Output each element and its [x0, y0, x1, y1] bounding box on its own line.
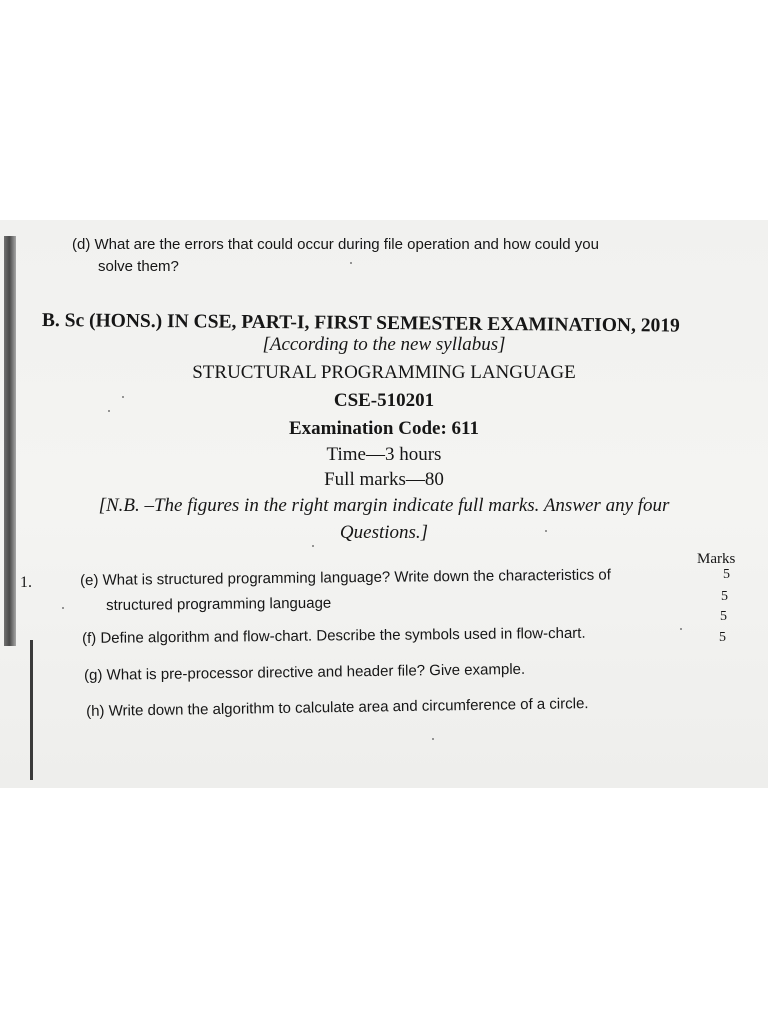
course-code: CSE-510201	[333, 390, 435, 411]
scan-speck	[680, 628, 682, 630]
scan-speck	[545, 530, 547, 532]
question-f: (f) Define algorithm and flow-chart. Describe the symbols used in flow-chart.	[82, 624, 586, 647]
scan-speck	[108, 410, 110, 412]
question-e-line-1: (e) What is structured programming language? Write down the characteristics of	[80, 566, 611, 589]
page-binding-edge-lower	[30, 640, 33, 780]
previous-question-line-1: (d) What are the errors that could occur during file operation and how could you	[72, 236, 599, 253]
question-e-line-2: structured programming language	[106, 594, 332, 614]
mark-value: 5	[719, 630, 726, 645]
scan-speck	[62, 607, 64, 609]
question-number: 1.	[20, 574, 32, 591]
scan-speck	[312, 545, 314, 547]
question-h: (h) Write down the algorithm to calculate area and circumference of a circle.	[86, 695, 589, 720]
exam-title: B. Sc (HONS.) IN CSE, PART-I, FIRST SEMESTER EXAMINATION, 2019	[41, 310, 680, 337]
mark-value: 5	[721, 589, 728, 604]
scan-speck	[350, 262, 352, 264]
instructions-line-1: [N.B. –The figures in the right margin indicate full marks. Answer any four	[98, 495, 670, 516]
page-binding-edge	[4, 236, 16, 646]
syllabus-note: [According to the new syllabus]	[262, 334, 506, 355]
full-marks: Full marks—80	[324, 469, 444, 490]
previous-question-line-2: solve them?	[98, 258, 179, 275]
scan-speck	[122, 396, 124, 398]
subject-title: STRUCTURAL PROGRAMMING LANGUAGE	[192, 362, 576, 383]
mark-value: 5	[723, 567, 730, 582]
marks-column-heading: Marks	[697, 551, 736, 567]
question-g: (g) What is pre-processor directive and header file? Give example.	[84, 660, 526, 684]
instructions-line-2: Questions.]	[339, 522, 429, 543]
scan-speck	[432, 738, 434, 740]
exam-time: Time—3 hours	[326, 444, 442, 465]
examination-code: Examination Code: 611	[288, 418, 480, 439]
mark-value: 5	[720, 609, 727, 624]
